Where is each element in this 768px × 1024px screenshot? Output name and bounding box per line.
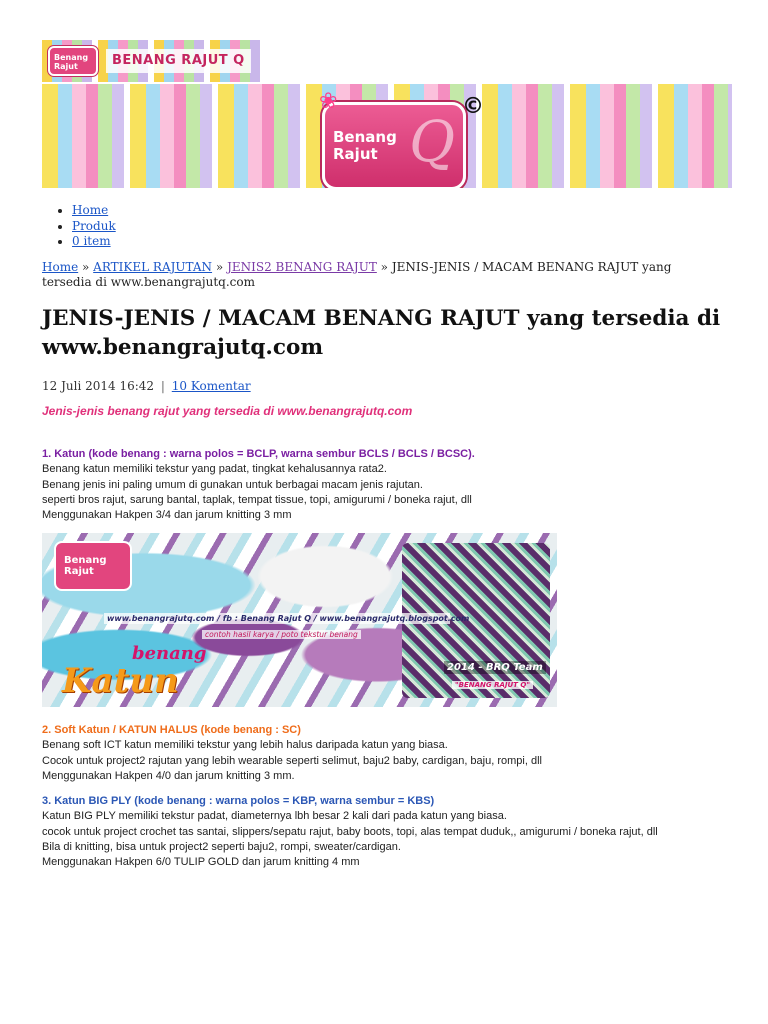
bow-icon: ❀ (319, 89, 338, 114)
breadcrumb-current: JENIS-JENIS / MACAM BENANG RAJUT yang tersedia di www.benangrajutq.com (42, 260, 672, 289)
section-line: Benang jenis ini paling umum di gunakan untuk berbagai macam jenis rajutan. (42, 478, 423, 491)
section-line: Cocok untuk project2 rajutan yang lebih wearable seperti selimut, baju2 baby, cardigan, baju, rompi, dll (42, 754, 542, 767)
section-heading: 3. Katun BIG PLY (kode benang : warna polos = KBP, warna sembur = KBS) (42, 795, 435, 807)
section-line: Benang soft ICT katun memiliki tekstur yang lebih halus daripada katun yang biasa. (42, 739, 448, 752)
nav-item-home (72, 203, 116, 219)
nav-link-cart[interactable]: 0 item (72, 234, 111, 248)
breadcrumb-sep: » (82, 260, 90, 274)
post-meta (42, 379, 251, 393)
article-subtitle: Jenis-jenis benang rajut yang tersedia di www.benangrajutq.com (42, 404, 413, 418)
section-line: cocok untuk project crochet tas santai, slippers/sepatu rajut, baby boots, topi, alas tempat duduk,, amigurumi / boneka rajut, dll (42, 825, 658, 838)
breadcrumb-jenis-benang[interactable]: JENIS2 BENANG RAJUT (227, 260, 377, 274)
section-katun-big-ply (42, 794, 742, 870)
banner-logo[interactable] (319, 89, 466, 188)
section-heading: 1. Katun (kode benang : warna polos = BCLP, warna sembur BCLS / BCLS / BCSC). (42, 448, 475, 460)
breadcrumb (42, 260, 722, 290)
image-team-sub-label: "BENANG RAJUT Q" (452, 681, 533, 689)
breadcrumb-home[interactable]: Home (42, 260, 79, 274)
site-logo-strip[interactable] (42, 40, 264, 82)
section-heading: 2. Soft Katun / KATUN HALUS (kode benang : SC) (42, 724, 301, 736)
header-banner (42, 84, 732, 188)
section-soft-katun (42, 723, 742, 784)
image-caption: www.benangrajutq.com / fb : Benang Rajut Q / www.benangrajutq.blogspot.com (104, 613, 450, 624)
katun-product-image (42, 533, 557, 707)
meta-separator: | (160, 379, 165, 393)
banner-logo-text: Benang Rajut (333, 128, 397, 163)
copyright-icon: © (462, 94, 484, 119)
breadcrumb-sep: » (380, 260, 388, 274)
post-date: 12 Juli 2014 16:42 (42, 379, 155, 393)
site-name: BENANG RAJUT Q (106, 49, 251, 73)
banner-logo-letter: Q (409, 110, 455, 175)
page-title: JENIS-JENIS / MACAM BENANG RAJUT yang tersedia di www.benangrajutq.com (42, 306, 721, 360)
section-line: Menggunakan Hakpen 6/0 TULIP GOLD dan jarum knitting 4 mm (42, 856, 360, 869)
image-word-benang: benang (132, 643, 207, 664)
nav-link-produk[interactable]: Produk (72, 218, 116, 233)
section-line: Benang katun memiliki tekstur yang padat, tingkat kehalusannya rata2. (42, 463, 387, 476)
breadcrumb-sep: » (215, 260, 224, 274)
nav-item-produk (72, 219, 116, 235)
logo-badge: Benang Rajut (48, 46, 98, 76)
nav-link-home[interactable]: Home (72, 203, 109, 217)
image-caption-secondary: contoh hasil karya / poto tekstur benang (202, 630, 361, 639)
comments-link[interactable]: 10 Komentar (171, 379, 251, 393)
section-line: Menggunakan Hakpen 4/0 dan jarum knitting 3 mm. (42, 769, 295, 782)
breadcrumb-artikel-rajutan[interactable]: ARTIKEL RAJUTAN (93, 260, 213, 274)
section-katun (42, 447, 742, 523)
image-word-katun: Katun (62, 661, 179, 701)
section-line: Menggunakan Hakpen 3/4 dan jarum knitting 3 mm (42, 509, 292, 522)
main-nav (42, 203, 116, 250)
section-line: Bila di knitting, bisa untuk project2 seperti baju2, rompi, sweater/cardigan. (42, 840, 401, 853)
section-line: seperti bros rajut, sarung bantal, taplak, tempat tissue, topi, amigurumi / boneka rajut, dll (42, 493, 472, 506)
section-line: Katun BIG PLY memiliki tekstur padat, diameternya lbh besar 2 kali dari pada katun yang biasa. (42, 810, 507, 823)
image-team-label: 2014 - BRQ Team (444, 661, 546, 674)
image-logo-badge: Benang Rajut (54, 541, 132, 591)
nav-item-cart (72, 234, 116, 250)
